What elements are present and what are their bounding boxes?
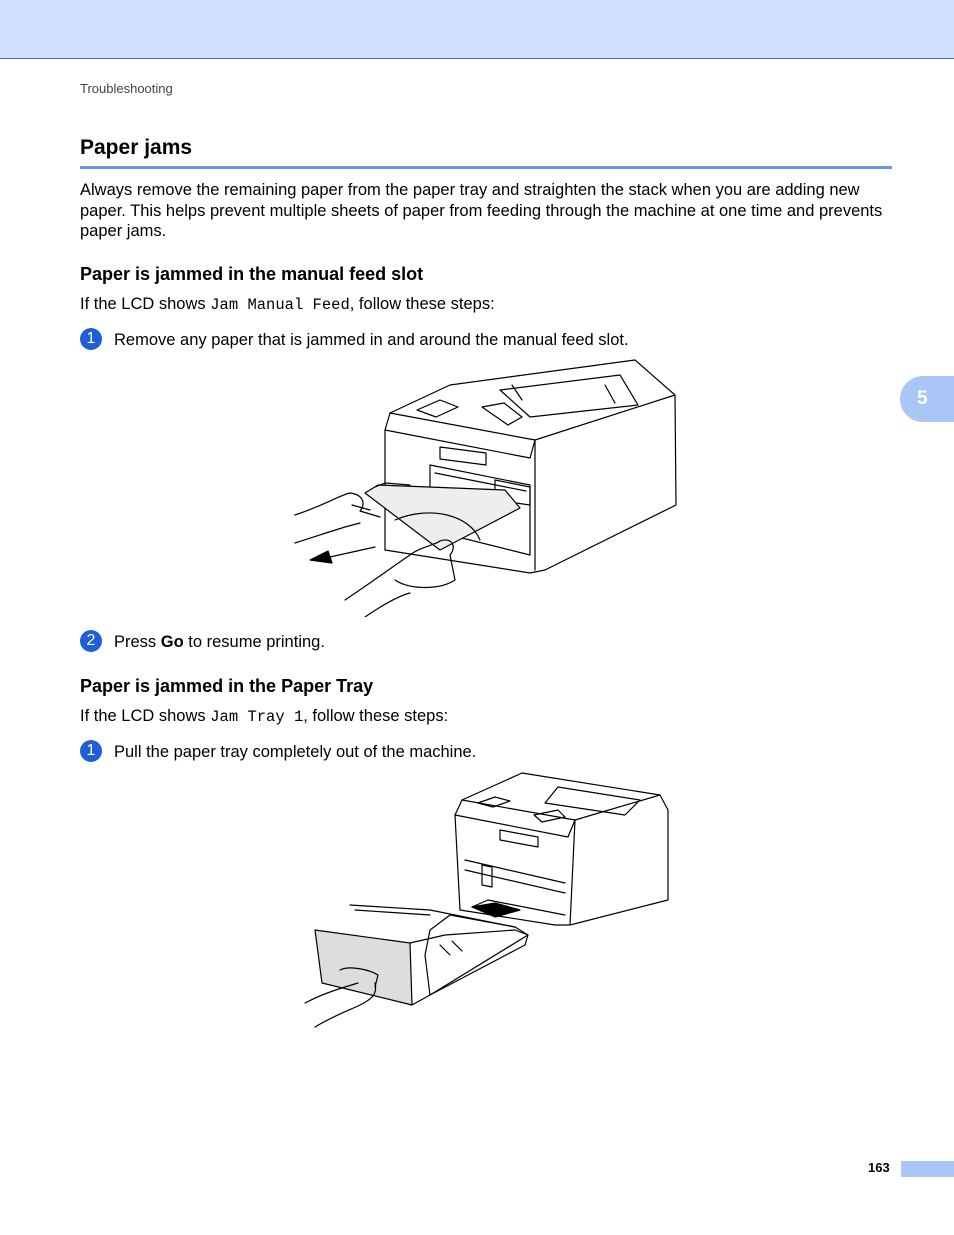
figure-manual-feed-jam — [290, 355, 685, 617]
manual-feed-heading: Paper is jammed in the manual feed slot — [80, 264, 424, 284]
section-title: Paper jams — [80, 136, 193, 159]
paper-tray-lcd-line — [80, 706, 892, 728]
step-text: Pull the paper tray completely out of the machine. — [114, 743, 477, 761]
manual-feed-lcd-line — [80, 294, 892, 316]
step-text-prefix: Press — [114, 633, 161, 651]
header-band — [0, 0, 954, 59]
section-title-rule — [80, 166, 892, 169]
intro-paragraph: Always remove the remaining paper from the paper tray and straighten the stack when you are adding new paper. This helps prevent multiple sheets of paper from feeding through the machine at one time and prevents paper jams. — [80, 181, 883, 240]
step-number-badge: 1 — [80, 328, 102, 350]
step-text — [114, 632, 325, 652]
step-number-badge: 1 — [80, 740, 102, 762]
running-header: Troubleshooting — [80, 81, 173, 96]
step-number-badge: 2 — [80, 630, 102, 652]
chapter-tab: 5 — [900, 376, 954, 422]
figure-pull-paper-tray — [300, 765, 675, 1033]
lcd-message: Jam Tray 1 — [210, 708, 304, 726]
lcd-prefix: If the LCD shows — [80, 707, 211, 725]
step-text: Remove any paper that is jammed in and around the manual feed slot. — [114, 331, 629, 349]
lcd-prefix: If the LCD shows — [80, 295, 211, 313]
lcd-suffix: , follow these steps: — [349, 295, 495, 313]
go-key-label: Go — [160, 633, 184, 651]
page-number-bar — [901, 1161, 954, 1177]
paper-tray-heading: Paper is jammed in the Paper Tray — [80, 676, 374, 696]
lcd-message: Jam Manual Feed — [210, 296, 350, 314]
page-number: 163 — [868, 1160, 890, 1175]
lcd-suffix: , follow these steps: — [303, 707, 449, 725]
step-text-suffix: to resume printing. — [183, 633, 325, 651]
